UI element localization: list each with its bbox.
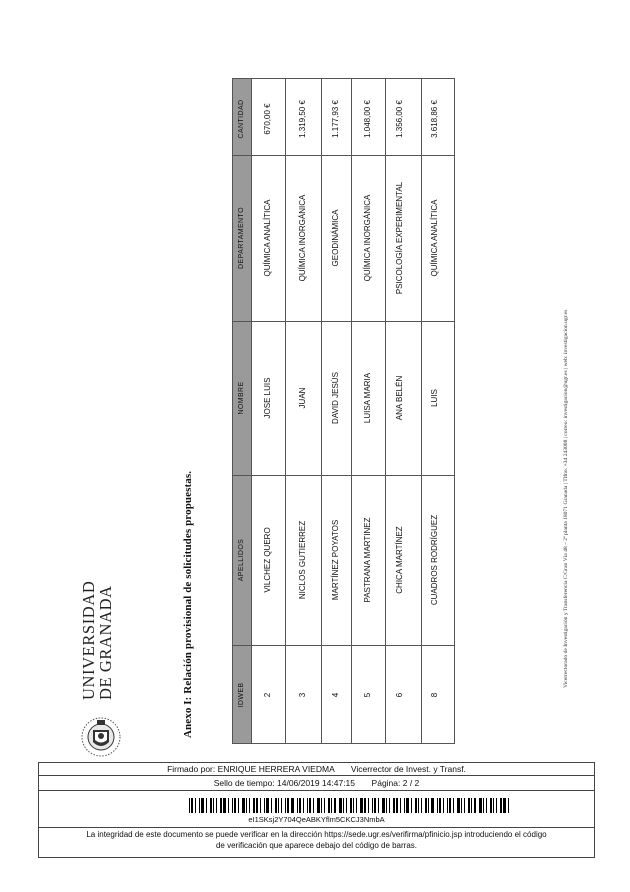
column-header-apellidos: APELLIDOS	[238, 538, 245, 582]
column-header-nombre: NOMBRE	[238, 381, 245, 415]
barcode-bar	[253, 798, 255, 813]
barcode-bar	[400, 798, 401, 813]
barcode-bar	[439, 798, 441, 813]
barcode-bar	[356, 798, 357, 813]
barcode-bar	[360, 798, 363, 813]
barcode-bar	[496, 798, 497, 813]
barcode-bar	[404, 798, 405, 813]
barcode-bar	[471, 798, 472, 813]
barcode-bar	[291, 798, 294, 813]
barcode-bar	[260, 798, 261, 813]
table-cell: PASTRANA MARTINEZ	[363, 517, 372, 603]
signer-name: Firmado por: ENRIQUE HERRERA VIEDMA	[167, 764, 335, 774]
barcode-bar	[213, 798, 214, 813]
barcode-bar	[421, 798, 422, 813]
barcode-bar	[368, 798, 369, 813]
table-cell: 4	[331, 692, 340, 698]
barcode-bar	[411, 798, 412, 813]
table-cell: 8	[430, 692, 439, 698]
table-cell: 3	[298, 692, 307, 698]
table-cell: VILCHEZ QUERO	[263, 527, 272, 593]
university-name-line1: UNIVERSIDAD	[79, 580, 98, 700]
barcode-bar	[266, 798, 269, 813]
signer-row	[39, 764, 594, 774]
barcode-bar	[425, 798, 427, 813]
integrity-text-line1: La integridad de este documento se puede verificar en la dirección https://sede.ugr.es/verifirma/pfinicio.jsp introduciendo el código	[86, 830, 547, 839]
table-cell: JUAN	[298, 387, 307, 409]
barcode-bar	[500, 798, 502, 813]
barcode-bar	[278, 798, 279, 813]
table-cell: 1.356,00 €	[395, 100, 404, 138]
barcode-bar	[264, 798, 265, 813]
barcode-bar	[382, 798, 385, 813]
column-header-cantidad: CANTIDAD	[238, 99, 245, 139]
barcode-bar	[406, 798, 409, 813]
annex-title: Anexo I: Relación provisional de solicitudes propuestas.	[182, 470, 194, 738]
table-cell: CUADROS RODRÍGUEZ	[430, 514, 439, 606]
table-cell: LUIS	[430, 389, 439, 407]
table-cell: CHICA MARTÍNEZ	[395, 526, 404, 594]
table-cell: QUÍMICA INORGÁNICA	[363, 194, 372, 282]
table-cell: 2	[263, 692, 272, 698]
barcode-bar	[238, 798, 239, 813]
barcode-bar	[303, 798, 304, 813]
barcode-bar	[191, 798, 193, 813]
barcode-bar	[317, 798, 320, 813]
table-cell: NICLOS GUTIERREZ	[298, 520, 307, 600]
barcode-bar	[313, 798, 314, 813]
barcode-bar	[216, 798, 217, 813]
requests-table	[232, 78, 455, 744]
barcode-bar	[437, 798, 438, 813]
table-cell: 6	[395, 692, 404, 698]
column-header-departamento: DEPARTAMENTO	[238, 207, 245, 269]
barcode-bar	[389, 798, 390, 813]
barcode-bar	[297, 798, 298, 813]
barcode-bar	[343, 798, 344, 813]
barcode-bar	[490, 798, 492, 813]
barcode-bar	[287, 798, 289, 813]
table-cell: GEODINÁMICA	[331, 209, 340, 267]
barcode-bar	[234, 798, 236, 813]
barcode-bar	[415, 798, 417, 813]
barcode-bar	[447, 798, 448, 813]
barcode-bar	[201, 798, 204, 813]
barcode-bar	[374, 798, 376, 813]
barcode-bar	[346, 798, 347, 813]
barcode-bar	[483, 798, 484, 813]
barcode-bar	[393, 798, 395, 813]
barcode-bar	[486, 798, 487, 813]
barcode-bar	[353, 798, 354, 813]
barcode-bar	[468, 798, 470, 813]
barcode-bar	[195, 798, 196, 813]
barcode-bar	[453, 798, 454, 813]
barcode-bar	[372, 798, 373, 813]
barcode-bar	[443, 798, 444, 813]
page-number: Página: 2 / 2	[371, 778, 420, 788]
barcode-bar	[461, 798, 462, 813]
barcode-bar	[328, 798, 330, 813]
barcode-bar	[309, 798, 311, 813]
table-cell: QUÍMICA INORGÁNICA	[298, 194, 307, 282]
barcode-bar	[331, 798, 332, 813]
table-cell: 1.048,00 €	[363, 100, 372, 138]
barcode-bar	[479, 798, 482, 813]
table-cell: 5	[363, 692, 372, 698]
barcode-bar	[386, 798, 387, 813]
integrity-text-line2: de verificación que aparece debajo del código de barras.	[215, 841, 418, 850]
barcode-bar	[307, 798, 308, 813]
table-cell: QUÍMICA ANALÍTICA	[263, 199, 272, 277]
university-name-line2: DE GRANADA	[96, 585, 115, 700]
barcode-bar	[364, 798, 366, 813]
university-name	[80, 550, 114, 700]
barcode-bar	[228, 798, 229, 813]
barcode-bar	[275, 798, 277, 813]
signer-position: Vicerrector de Invest. y Transf.	[350, 764, 466, 774]
signature-box	[38, 762, 595, 858]
table-cell: 1.319,50 €	[298, 100, 307, 138]
barcode-bar	[246, 798, 247, 813]
barcode-bar	[242, 798, 245, 813]
barcode-bar	[299, 798, 301, 813]
barcode-bar	[220, 798, 222, 813]
barcode-bar	[285, 798, 286, 813]
barcode-bar	[493, 798, 494, 813]
table-cell: MARTÍNEZ POYATOS	[331, 519, 340, 601]
table-cell: DAVID JESÚS	[331, 372, 340, 424]
table-cell: 3.618,86 €	[430, 100, 439, 138]
barcode-bar	[256, 798, 258, 813]
barcode-bar	[281, 798, 282, 813]
table-cell: 670,00 €	[263, 103, 272, 135]
timestamp-row	[39, 778, 594, 788]
timestamp: Sello de tiempo: 14/06/2019 14:47:15	[213, 778, 356, 788]
barcode-bar	[199, 798, 200, 813]
barcode-bar	[449, 798, 451, 813]
barcode-bar	[378, 798, 379, 813]
barcode-bar	[457, 798, 460, 813]
table-cell: 1.177,93 €	[331, 100, 340, 138]
barcode-bar	[271, 798, 272, 813]
barcode-bar	[321, 798, 322, 813]
university-seal-icon	[80, 712, 122, 762]
vertical-footer-text: Vicerrectorado de Investigación y Transferencia C/Gran Vía 48 – 2ª planta 18071 Granada | Tlfno. +34 243008 | correo: investigacion@ugr.es | web: investigacion.ugr.es	[563, 309, 569, 688]
table-cell: LUISA MARIA	[363, 372, 372, 424]
barcode-bar	[503, 798, 506, 813]
barcode-bar	[232, 798, 233, 813]
barcode-bar	[396, 798, 398, 813]
barcode-bar	[334, 798, 336, 813]
barcode-bar	[223, 798, 226, 813]
barcode-bar	[464, 798, 465, 813]
barcode-bar	[189, 798, 190, 813]
barcode-bar	[210, 798, 212, 813]
verification-code: eI1SKsj2Y704QeABKYflm5CKCJ3NmbA	[248, 815, 385, 824]
barcode-bar	[350, 798, 352, 813]
barcode-bar	[324, 798, 325, 813]
barcode-icon	[189, 798, 519, 813]
barcode-bar	[508, 798, 509, 813]
barcode-bar	[339, 798, 342, 813]
table-cell: PSICOLOGÍA EXPERIMENTAL	[395, 181, 404, 295]
column-header-idweb: IDWEB	[238, 682, 245, 708]
barcode-bar	[431, 798, 434, 813]
table-cell: ANA BELÉN	[395, 375, 404, 421]
barcode-bar	[428, 798, 429, 813]
barcode-bar	[474, 798, 476, 813]
barcode-bar	[206, 798, 207, 813]
barcode-bar	[418, 798, 419, 813]
barcode-bar	[249, 798, 250, 813]
table-cell: JOSE LUIS	[263, 377, 272, 419]
table-cell: QUÍMICA ANALÍTICA	[430, 199, 439, 277]
